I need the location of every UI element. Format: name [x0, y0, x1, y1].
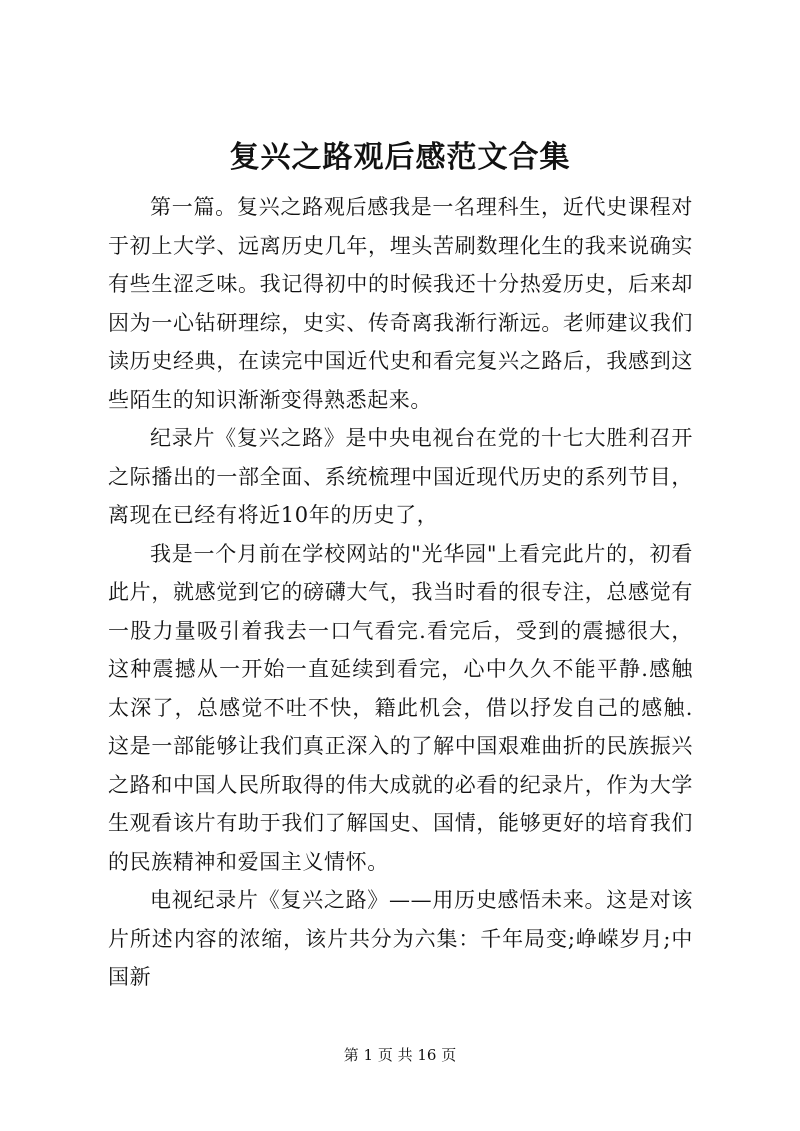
paragraph: 纪录片《复兴之路》是中央电视台在党的十七大胜利召开之际播出的一部全面、系统梳理中国近现代历史的系列节目，离现在已经有将近10年的历史了， [108, 426, 693, 527]
paragraph: 电视纪录片《复兴之路》——用历史感悟未来。这是对该片所述内容的浓缩，该片共分为六集：千年局变;峥嵘岁月;中国新 [108, 888, 693, 989]
page-number-footer: 第 1 页 共 16 页 [343, 1046, 457, 1064]
paragraph: 我是一个月前在学校网站的"光华园"上看完此片的，初看此片，就感觉到它的磅礴大气，我当时看的很专注，总感觉有一股力量吸引着我去一口气看完.看完后，受到的震撼很大，这种震撼从一开始一直延续到看完，心中久久不能平静.感触太深了，总感觉不吐不快，籍此机会，借以抒发自己的感触.这是一部能够让我们真正深入的了解中国艰难曲折的民族振兴之路和中国人民所取得的伟大成就的必看的纪录片，作为大学生观看该片有助于我们了解国史、国情，能够更好的培育我们的民族精神和爱国主义情怀。 [108, 541, 693, 874]
document-title: 复兴之路观后感范文合集 [229, 140, 571, 175]
document-body [108, 188, 693, 997]
paragraph: 第一篇。复兴之路观后感我是一名理科生，近代史课程对于初上大学、远离历史几年，埋头苦刷数理化生的我来说确实有些生涩乏味。我记得初中的时候我还十分热爱历史，后来却因为一心钻研理综，史实、传奇离我渐行渐远。老师建议我们读历史经典，在读完中国近代史和看完复兴之路后，我感到这些陌生的知识渐渐变得熟悉起来。 [108, 195, 693, 412]
